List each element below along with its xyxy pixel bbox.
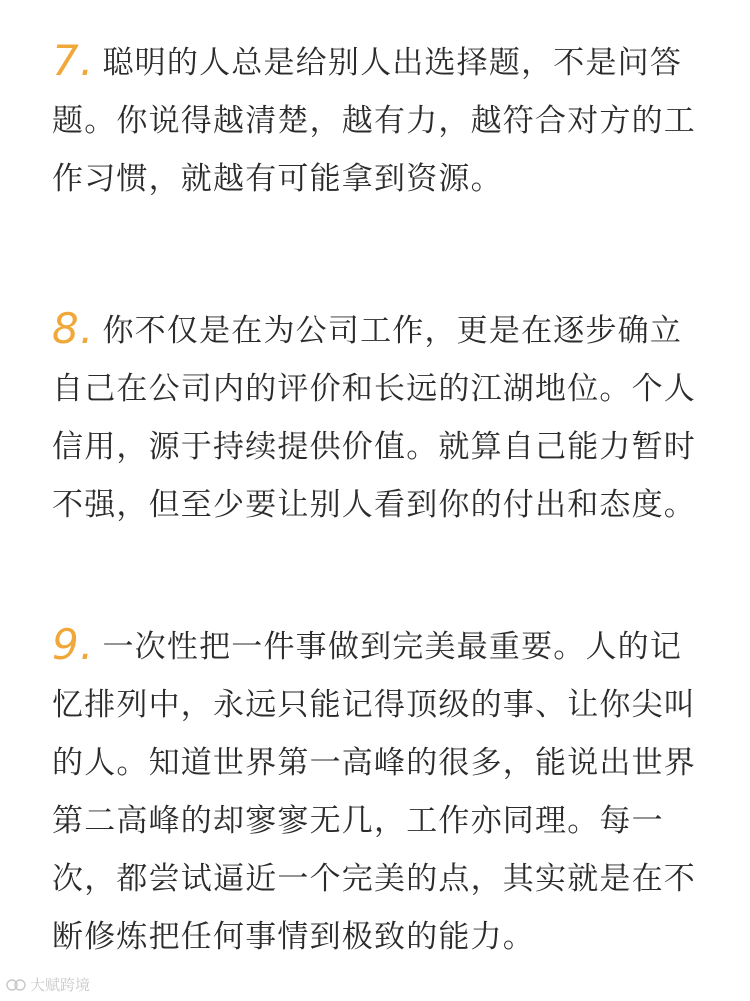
paragraph bbox=[52, 34, 712, 208]
item-number: 9. bbox=[52, 620, 95, 669]
paragraph bbox=[52, 302, 712, 534]
paragraph bbox=[52, 618, 712, 966]
watermark bbox=[6, 974, 90, 995]
list-item bbox=[52, 34, 712, 208]
item-text: 你不仅是在为公司工作，更是在逐步确立自己在公司内的评价和长远的江湖地位。个人信用，源于持续提供价值。就算自己能力暂时不强，但至少要让别人看到你的付出和态度。 bbox=[52, 313, 696, 523]
brand-logo-icon bbox=[6, 978, 26, 992]
watermark-text: 大赋跨境 bbox=[30, 976, 91, 994]
item-number: 8. bbox=[52, 304, 95, 353]
item-text: 一次性把一件事做到完美最重要。人的记忆排列中，永远只能记得顶级的事、让你尖叫的人。知道世界第一高峰的很多，能说出世界第二高峰的却寥寥无几，工作亦同理。每一次，都尝试逼近一个完美的点，其实就是在不断修炼把任何事情到极致的能力。 bbox=[52, 629, 696, 955]
list-item bbox=[52, 618, 712, 966]
item-number: 7. bbox=[52, 36, 95, 85]
item-text: 聪明的人总是给别人出选择题，不是问答题。你说得越清楚，越有力，越符合对方的工作习惯，就越有可能拿到资源。 bbox=[52, 45, 696, 197]
list-item bbox=[52, 302, 712, 534]
